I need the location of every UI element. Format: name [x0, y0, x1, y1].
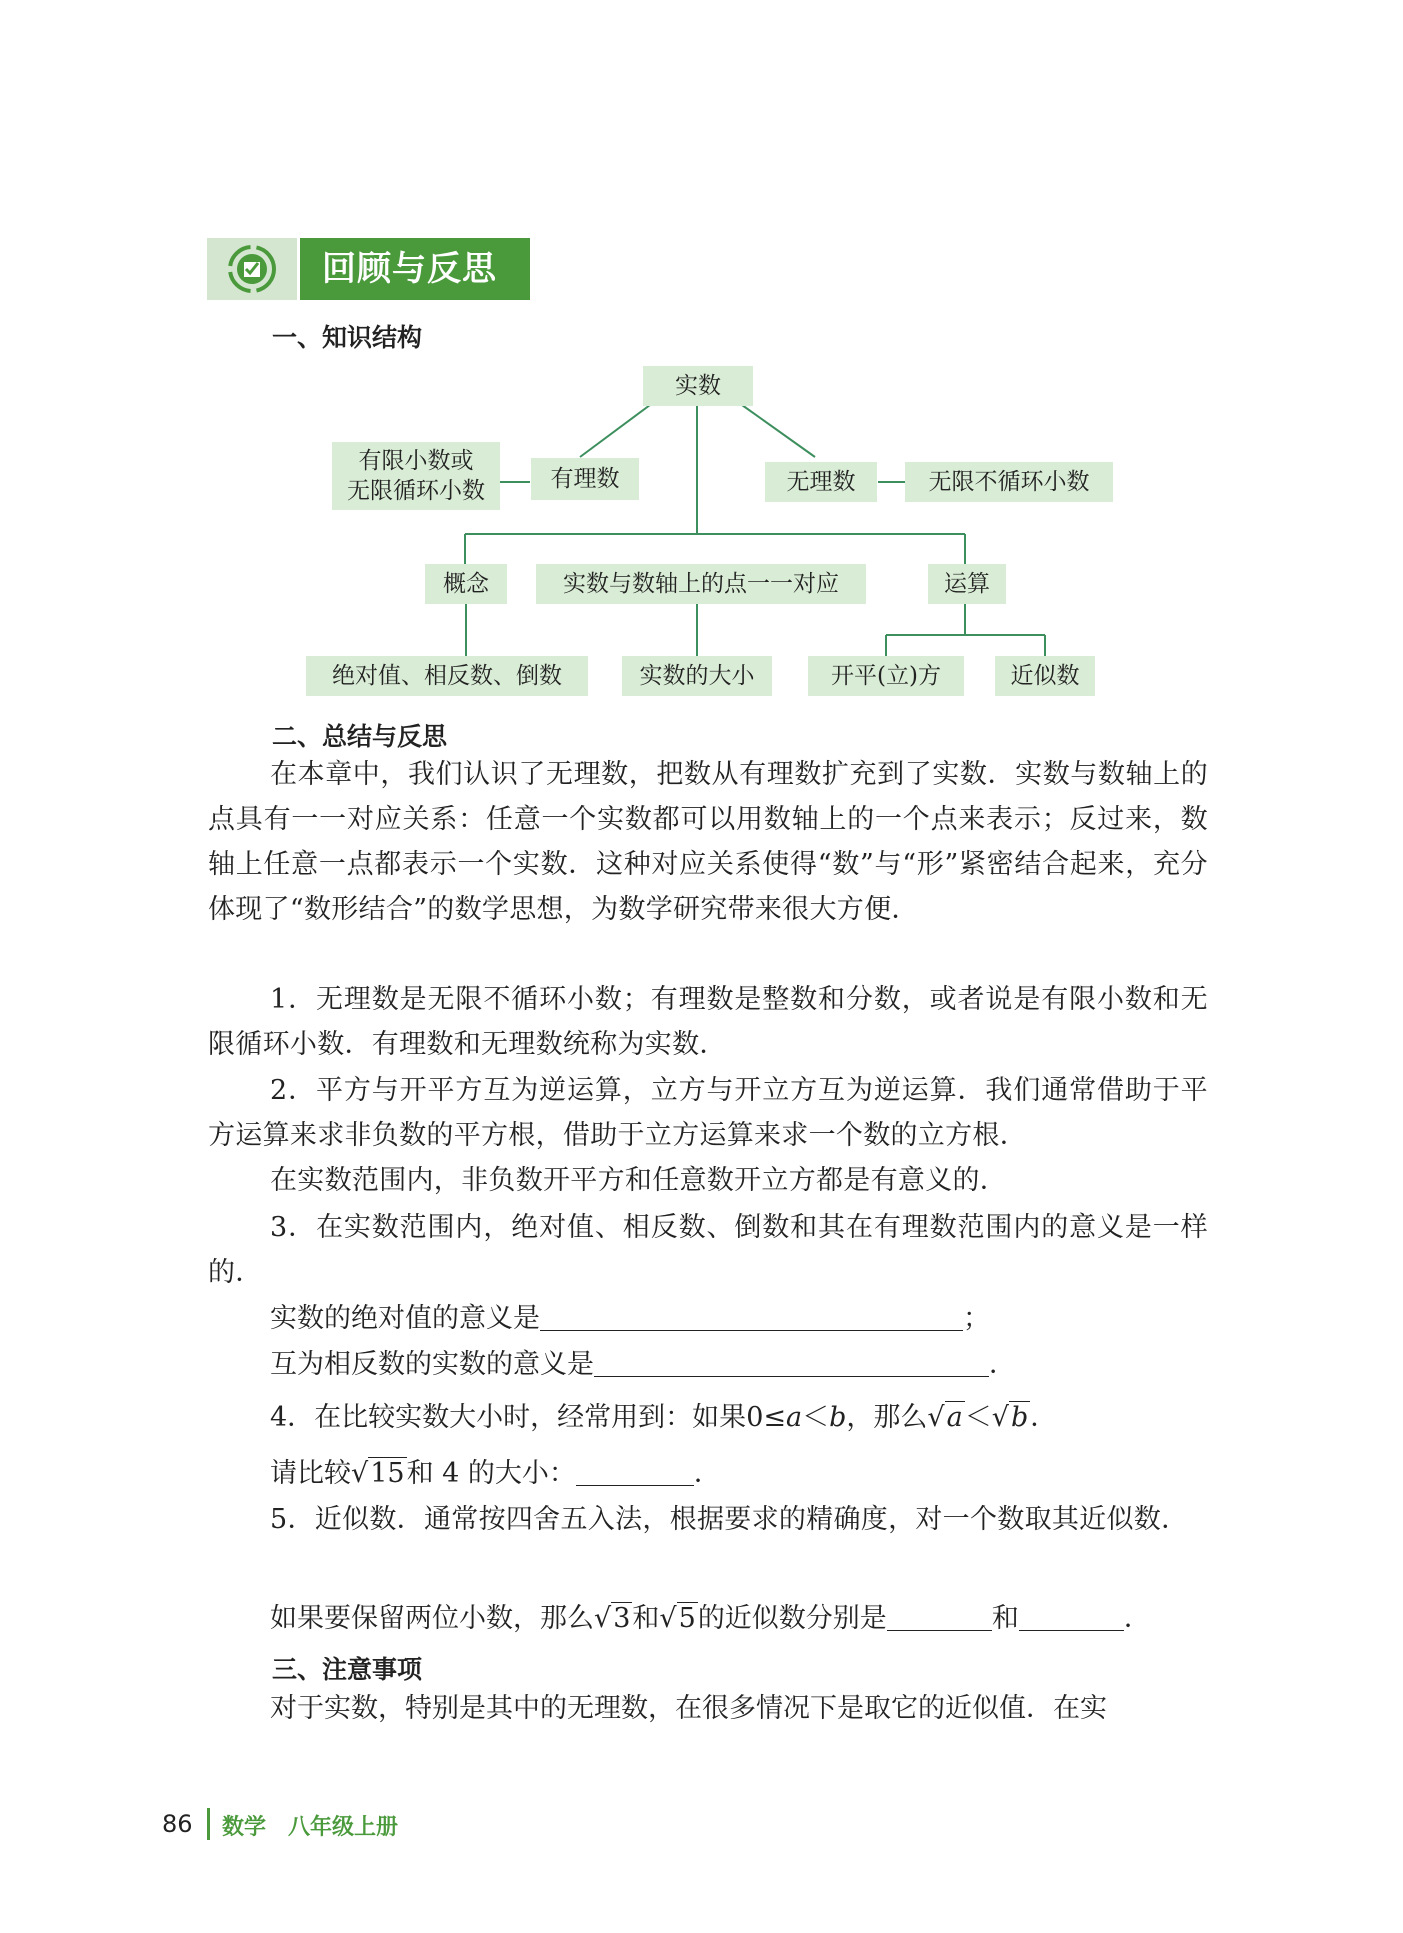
sqrt-3-content: 3	[613, 1603, 631, 1634]
fill-absolute-value-label: 实数的绝对值的意义是	[270, 1303, 540, 1334]
p4-a: a	[786, 1402, 803, 1433]
p4-lt-2: ＜	[964, 1402, 992, 1433]
heading-notes: 三、注意事项	[272, 1655, 423, 1684]
blank-sqrt5[interactable]	[1019, 1600, 1124, 1631]
question-approx	[270, 1596, 1151, 1641]
p4-end: ．	[1030, 1402, 1058, 1433]
blank-opposite[interactable]	[594, 1346, 989, 1377]
node-operation: 运算	[928, 564, 1006, 604]
p4-b: b	[829, 1402, 847, 1433]
p4-leq: ≤	[763, 1402, 786, 1433]
paragraph-2b: 在实数范围内，非负数开平方和任意数开立方都是有意义的．	[270, 1165, 1008, 1196]
footer-divider	[207, 1808, 210, 1840]
fill-absolute-value-end: ；	[963, 1303, 990, 1334]
heading-knowledge-structure: 一、知识结构	[272, 323, 423, 352]
sqrt-a	[927, 1395, 964, 1440]
sqrt-a-content: a	[946, 1402, 963, 1433]
sqrt-15-content: 15	[370, 1458, 405, 1489]
q-compare-pre: 请比较	[270, 1458, 351, 1489]
q-approx-mid: 的近似数分别是	[697, 1603, 887, 1634]
sqrt-3	[594, 1596, 632, 1641]
knowledge-structure-diagram	[0, 0, 1403, 720]
question-compare	[270, 1451, 721, 1496]
p4-text-pre: 4．在比较实数大小时，经常用到：如果	[270, 1402, 747, 1433]
p4-zero: 0	[746, 1402, 764, 1433]
fill-opposite-label: 互为相反数的实数的意义是	[270, 1349, 594, 1380]
node-concept-children: 绝对值、相反数、倒数	[306, 656, 588, 696]
node-irrational-number: 无理数	[765, 462, 877, 502]
book-title: 数学 八年级上册	[222, 1815, 399, 1840]
node-approximate: 近似数	[995, 656, 1095, 696]
paragraph-5: 5．近似数．通常按四舍五入法，根据要求的精确度，对一个数取其近似数．	[270, 1504, 1189, 1535]
q-compare-mid: 和 4 的大小：	[406, 1458, 576, 1489]
sqrt-5-content: 5	[678, 1603, 696, 1634]
paragraph-1: 1．无理数是无限不循环小数；有理数是整数和分数，或者说是有限小数和无限循环小数．有理数和无理数统称为实数．	[208, 984, 1208, 1060]
node-root-operation: 开平(立)方	[808, 656, 964, 696]
node-real-number: 实数	[643, 366, 753, 406]
q-approx-end: ．	[1123, 1603, 1151, 1634]
radical-sign: √	[351, 1458, 369, 1489]
paragraph-3: 3．在实数范围内，绝对值、相反数、倒数和其在有理数范围内的意义是一样的．	[208, 1212, 1208, 1288]
node-rational-desc-line2: 无限循环小数	[347, 478, 485, 504]
fill-opposite-end: ．	[989, 1349, 1016, 1380]
radical-sign: √	[659, 1603, 677, 1634]
radical-sign: √	[594, 1603, 612, 1634]
fill-absolute-value	[270, 1296, 990, 1341]
sqrt-15	[351, 1451, 407, 1496]
page-number: 86	[162, 1810, 193, 1838]
q-approx-and: 和	[632, 1603, 660, 1634]
q-compare-end: ．	[693, 1458, 721, 1489]
heading-summary: 二、总结与反思	[272, 722, 448, 751]
paragraph-notes: 对于实数，特别是其中的无理数，在很多情况下是取它的近似值．在实	[270, 1693, 1107, 1724]
blank-absolute-value[interactable]	[540, 1300, 963, 1331]
node-concept: 概念	[425, 564, 507, 604]
q-approx-and-2: 和	[991, 1603, 1019, 1634]
paragraph-intro: 在本章中，我们认识了无理数，把数从有理数扩充到了实数．实数与数轴上的点具有一一对应关系：任意一个实数都可以用数轴上的一个点来表示；反过来，数轴上任意一点都表示一个实数．这种对应关系使得“数”与“形”紧密结合起来，充分体现了“数形结合”的数学思想，为数学研究带来很大方便．	[208, 759, 1208, 925]
node-rational-number: 有理数	[531, 458, 639, 500]
p4-lt: ＜	[802, 1402, 830, 1433]
node-rational-desc-line1: 有限小数或	[358, 448, 474, 474]
node-size: 实数的大小	[622, 656, 772, 696]
radical-sign: √	[991, 1402, 1009, 1433]
sqrt-5	[659, 1596, 697, 1641]
radical-sign: √	[927, 1402, 945, 1433]
blank-sqrt3[interactable]	[887, 1600, 992, 1631]
p4-text-mid: ，那么	[846, 1402, 928, 1433]
fill-opposite	[270, 1342, 1016, 1387]
sqrt-b-content: b	[1010, 1402, 1029, 1433]
node-correspondence: 实数与数轴上的点一一对应	[536, 564, 866, 604]
paragraph-2: 2．平方与开平方互为逆运算，立方与开立方互为逆运算．我们通常借助于平方运算来求非负数的平方根，借助于立方运算来求一个数的立方根．	[208, 1075, 1208, 1151]
q-approx-pre: 如果要保留两位小数，那么	[270, 1603, 594, 1634]
paragraph-4	[270, 1395, 1057, 1440]
section-title: 回顾与反思	[300, 238, 530, 300]
node-rational-desc	[332, 442, 500, 510]
node-irrational-desc: 无限不循环小数	[905, 462, 1113, 502]
sqrt-b	[992, 1395, 1031, 1440]
blank-compare[interactable]	[576, 1455, 694, 1486]
